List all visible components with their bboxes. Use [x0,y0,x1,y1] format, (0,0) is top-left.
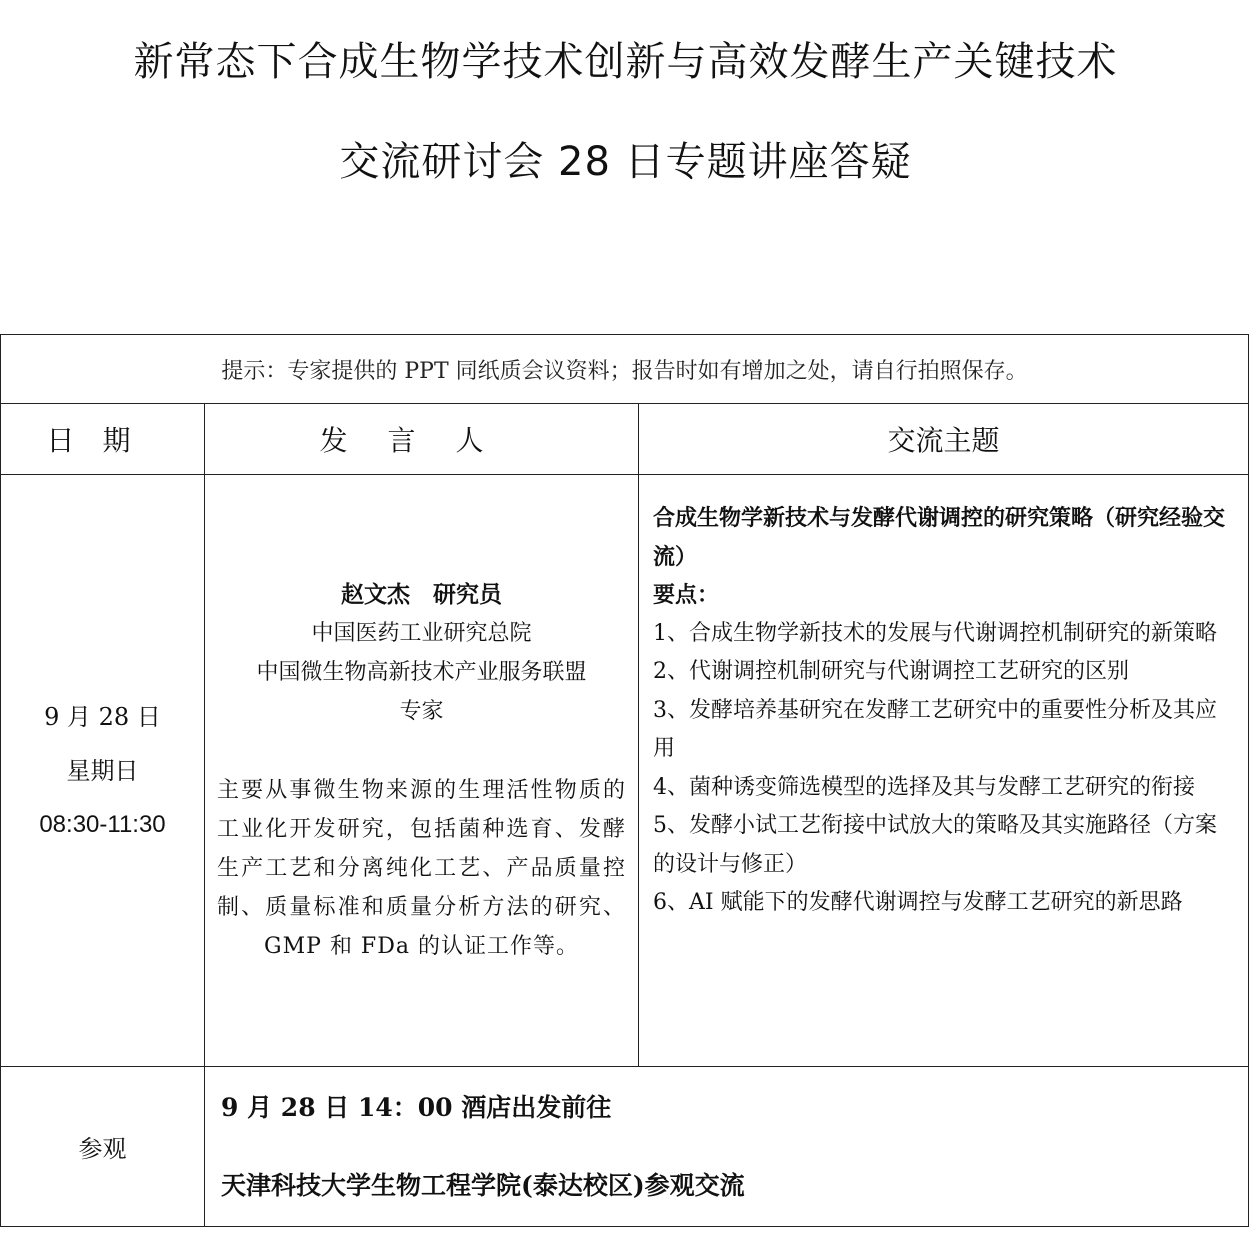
topic-cell [639,475,1249,1067]
keypoint-item: 3、发酵培养基研究在发酵工艺研究中的重要性分析及其应用 [653,697,1217,761]
session-weekday: 星期日 [66,756,139,785]
speaker-cell [205,475,639,1067]
keypoint-item: 1、合成生物学新技术的发展与代谢调控机制研究的新策略 [653,620,1217,646]
session-time: 08:30-11:30 [39,810,166,838]
document-title-line-1: 新常态下合成生物学技术创新与高效发酵生产关键技术 [133,39,1118,85]
speaker-name: 赵文杰 研究员 [341,580,502,608]
keypoint-item: 2、代谢调控机制研究与代谢调控工艺研究的区别 [653,659,1129,684]
visit-destination: 天津科技大学生物工程学院(泰达校区)参观交流 [221,1170,745,1200]
session-date-cell [1,475,205,1067]
keypoint-item: 6、AI 赋能下的发酵代谢调控与发酵工艺研究的新思路 [653,890,1183,915]
keypoint-item: 5、发酵小试工艺衔接中试放大的策略及其实施路径（方案的设计与修正） [653,813,1217,877]
tip-note: 提示：专家提供的 PPT 同纸质会议资料；报告时如有增加之处，请自行拍照保存。 [1,335,1249,404]
header-date-label: 日期 [46,424,159,457]
visit-departure: 9 月 28 日 14：00 酒店出发前往 [221,1092,612,1122]
header-topic: 交流主题 [639,404,1249,475]
keypoint-item: 4、菌种诱变筛选模型的选择及其与发酵工艺研究的衔接 [653,774,1195,800]
header-date [1,404,205,475]
header-speaker [205,404,639,475]
document-title-line-2: 交流研讨会 28 日专题讲座答疑 [339,139,912,185]
speaker-org-2: 中国微生物高新技术产业服务联盟 [256,659,587,685]
visit-label: 参观 [1,1067,205,1227]
topic-title: 合成生物学新技术与发酵代谢调控的研究策略（研究经验交流） [653,505,1226,570]
visit-cell [205,1067,1249,1227]
speaker-role: 专家 [399,698,444,724]
schedule-table [0,334,1249,1227]
header-speaker-label: 发言人 [319,424,524,457]
speaker-bio: 主要从事微生物来源的生理活性物质的工业化开发研究，包括菌种选育、发酵生产工艺和分离纯化工艺、产品质量控制、质量标准和质量分析方法的研究、GMP 和 FDa 的认证工作等。 [217,777,626,959]
speaker-org-1: 中国医药工业研究总院 [311,620,532,646]
session-date: 9 月 28 日 [44,702,161,731]
keypoints-label: 要点： [653,582,720,608]
